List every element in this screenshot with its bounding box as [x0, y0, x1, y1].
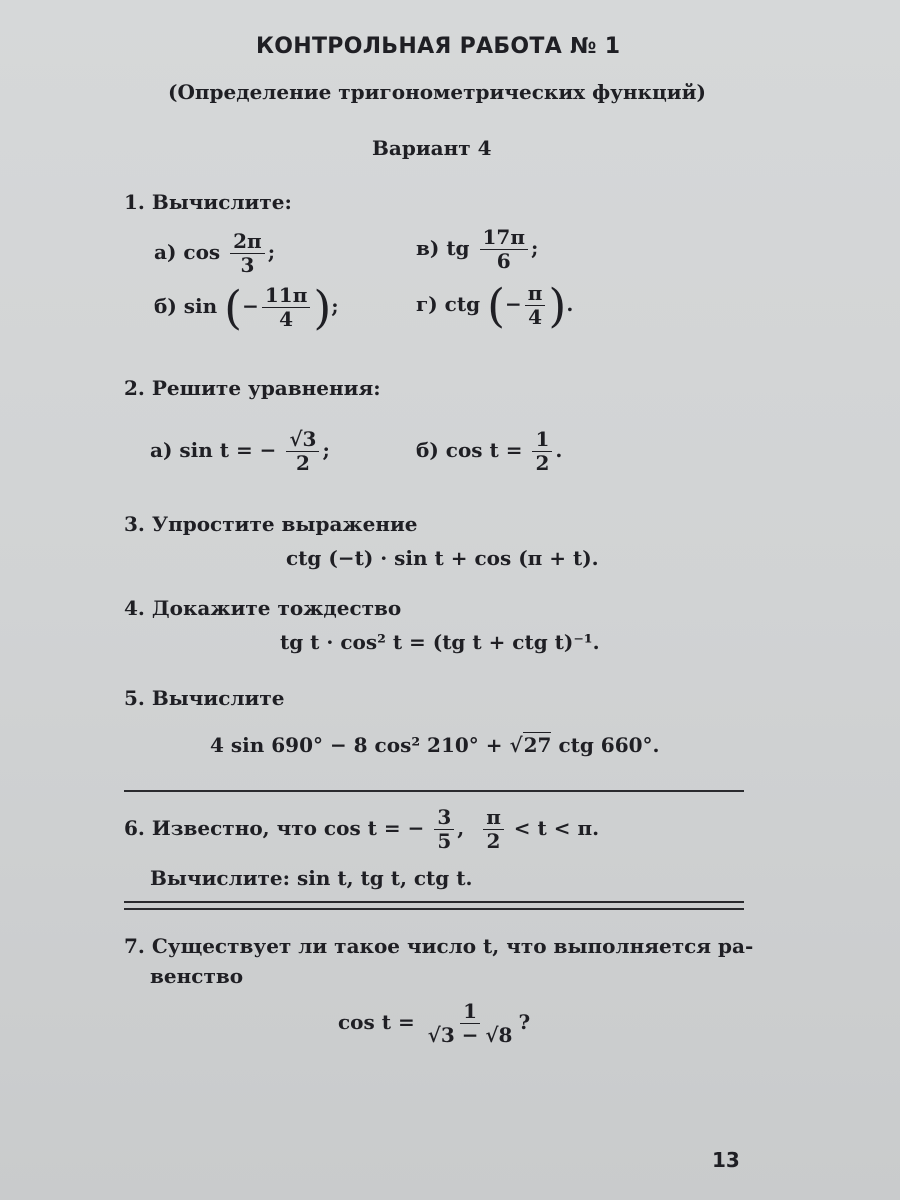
task-4-heading: 4. Докажите тождество: [124, 596, 402, 620]
task-2b-fraction: [532, 428, 552, 475]
task-3-heading: 3. Упростите выражение: [124, 512, 418, 536]
semicolon: ;: [322, 438, 330, 462]
fraction-denominator: 2: [486, 829, 501, 853]
right-paren: ): [313, 280, 332, 335]
period: .: [555, 438, 563, 462]
task-6-inequality: < t < π.: [513, 816, 600, 840]
task-1v: [416, 226, 538, 273]
task-7-line-2: венство: [150, 964, 244, 988]
task-7-fraction: [425, 1000, 516, 1047]
task-1v-label: в) tg: [416, 236, 470, 260]
task-1g-fraction: [525, 282, 546, 329]
task-7-line-1: 7. Существует ли такое число t, что выполняется ра-: [124, 934, 754, 958]
section-divider: [124, 790, 744, 792]
task-2a-label: а) sin t = −: [150, 438, 277, 462]
task-5-expr-part2: ctg 660°.: [551, 733, 660, 757]
task-7-expression: [338, 1000, 530, 1047]
fraction-numerator: π: [483, 806, 504, 830]
semicolon: ;: [531, 236, 539, 260]
fraction-numerator: 1: [532, 428, 552, 452]
fraction-numerator: 17π: [480, 226, 528, 250]
page-subtitle: (Определение тригонометрических функций): [168, 80, 706, 104]
task-2a: [150, 428, 330, 475]
fraction-numerator: 1: [460, 1000, 480, 1024]
task-6-line-2: Вычислите: sin t, tg t, ctg t.: [150, 866, 473, 890]
task-1b-fraction: [262, 284, 310, 331]
fraction-numerator: 3: [434, 806, 454, 830]
task-1b-label: б) sin: [154, 294, 218, 318]
comma: ,: [457, 816, 465, 840]
minus-sign: −: [242, 294, 259, 318]
fraction-denominator: 6: [496, 249, 511, 273]
task-2b-label: б) cos t =: [416, 438, 523, 462]
task-5-expr-part1: 4 sin 690° − 8 cos² 210° + √: [210, 733, 523, 757]
fraction-numerator: √3: [286, 428, 319, 452]
task-2a-fraction: [286, 428, 319, 475]
task-2-heading: 2. Решите уравнения:: [124, 376, 381, 400]
page-title: КОНТРОЛЬНАЯ РАБОТА № 1: [256, 34, 621, 59]
fraction-numerator: 2π: [230, 230, 265, 254]
fraction-denominator: 4: [528, 305, 543, 329]
left-paren: (: [487, 278, 506, 333]
variant-label: Вариант 4: [372, 136, 492, 160]
fraction-denominator: 4: [279, 307, 294, 331]
task-6-text: 6. Известно, что cos t = −: [124, 816, 425, 840]
task-1v-fraction: [480, 226, 528, 273]
fraction-denominator: 3: [240, 253, 255, 277]
task-5-heading: 5. Вычислите: [124, 686, 285, 710]
task-6-line-1: [124, 806, 599, 853]
semicolon: ;: [331, 294, 339, 318]
double-divider-top: [124, 901, 744, 903]
radicand: 27: [523, 733, 552, 757]
task-7-label: cos t =: [338, 1010, 415, 1034]
task-1-heading: 1. Вычислите:: [124, 190, 292, 214]
double-divider-bottom: [124, 908, 744, 910]
period: .: [566, 292, 574, 316]
task-3-expression: ctg (−t) · sin t + cos (π + t).: [286, 546, 599, 570]
task-1a-fraction: [230, 230, 265, 277]
task-1b: [154, 280, 339, 335]
fraction-denominator: 5: [437, 829, 452, 853]
semicolon: ;: [267, 240, 276, 264]
right-paren: ): [548, 278, 567, 333]
task-4-expression: tg t · cos² t = (tg t + ctg t)⁻¹.: [280, 630, 600, 654]
task-1g-label: г) ctg: [416, 292, 481, 316]
left-paren: (: [224, 280, 243, 335]
fraction-denominator: 2: [535, 451, 550, 475]
fraction-numerator: 11π: [262, 284, 310, 308]
task-6-fraction-2: [483, 806, 504, 853]
task-1a: [154, 230, 275, 277]
fraction-numerator: π: [525, 282, 546, 306]
task-5-expression: [210, 733, 660, 757]
task-2b: [416, 428, 562, 475]
task-1g: [416, 278, 574, 333]
page-number: 13: [712, 1148, 740, 1172]
task-1a-label: а) cos: [154, 240, 221, 264]
task-6-fraction-1: [434, 806, 454, 853]
fraction-denominator: 2: [295, 451, 310, 475]
minus-sign: −: [505, 292, 522, 316]
fraction-denominator: √3 − √8: [427, 1023, 513, 1047]
question-mark: ?: [518, 1010, 531, 1034]
